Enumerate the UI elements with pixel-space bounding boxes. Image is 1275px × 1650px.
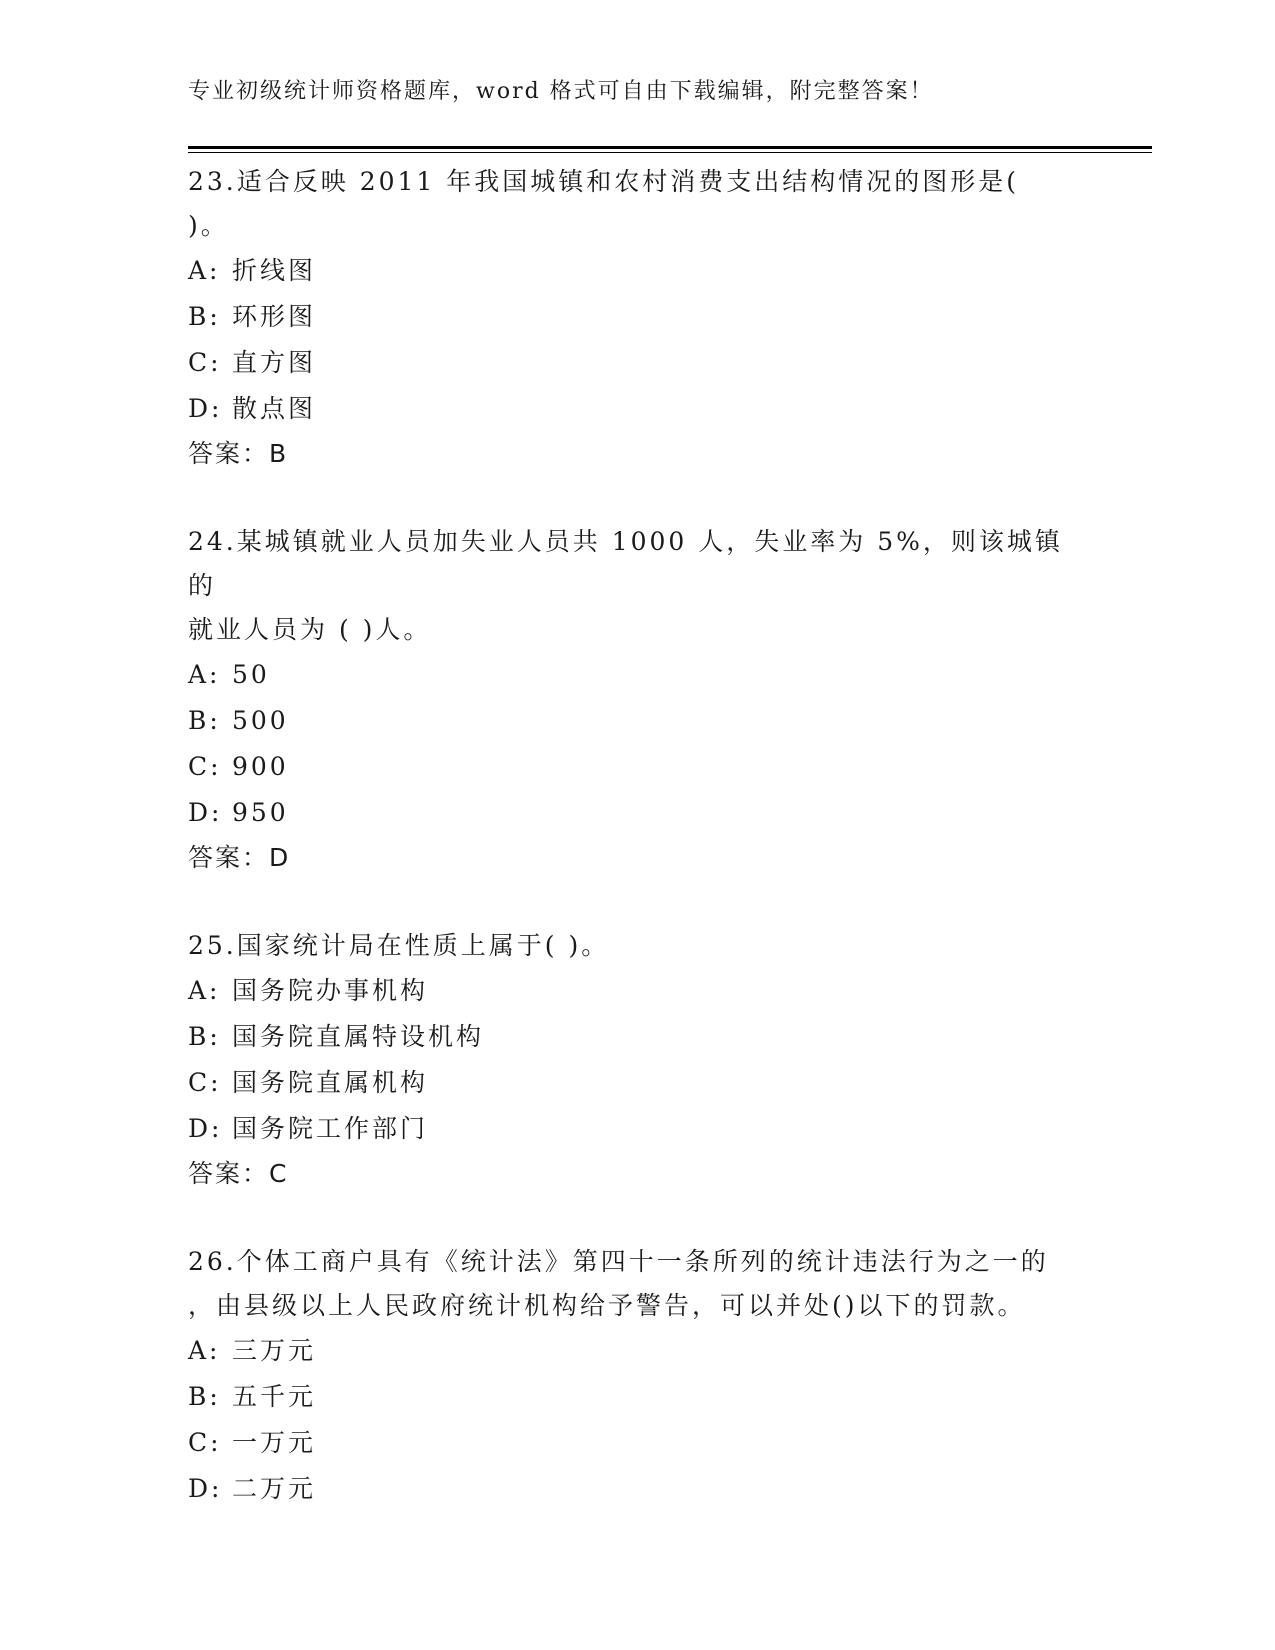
answer-line: 答案：D	[188, 843, 291, 872]
option-text: 500	[232, 706, 289, 735]
header-rule-thin	[188, 152, 1152, 153]
question-stem-line: )。	[188, 211, 229, 240]
question-block	[188, 160, 1088, 476]
question-list	[188, 160, 1088, 1556]
answer-line: 答案：C	[188, 1159, 289, 1188]
answer-option	[188, 968, 1088, 1014]
option-key: A:	[188, 1336, 221, 1365]
option-text: 三万元	[232, 1336, 317, 1365]
option-key: C:	[188, 752, 222, 781]
option-key: C:	[188, 1428, 222, 1457]
option-key: B:	[188, 1022, 221, 1051]
answer-line: 答案：B	[188, 439, 289, 468]
answer-option	[188, 1466, 1088, 1512]
option-text: 直方图	[232, 348, 317, 377]
option-text: 二万元	[232, 1474, 317, 1503]
option-key: C:	[188, 1068, 222, 1097]
answer-option	[188, 744, 1088, 790]
header-rule-thick	[188, 146, 1152, 149]
answer-option	[188, 294, 1088, 340]
answer-option	[188, 1374, 1088, 1420]
page-header: 专业初级统计师资格题库，word 格式可自由下载编辑，附完整答案！	[188, 79, 934, 104]
question-stem-line: 就业人员为 ( )人。	[188, 615, 432, 644]
option-text: 950	[232, 798, 289, 827]
answer-option	[188, 1328, 1088, 1374]
option-text: 国务院直属机构	[232, 1068, 429, 1097]
question-block	[188, 520, 1088, 880]
question-stem-line: 24.某城镇就业人员加失业人员共 1000 人，失业率为 5%，则该城镇的	[188, 527, 1063, 600]
option-text: 环形图	[232, 302, 317, 331]
option-text: 散点图	[232, 394, 317, 423]
option-key: A:	[188, 976, 221, 1005]
option-text: 一万元	[232, 1428, 317, 1457]
option-text: 50	[232, 660, 270, 689]
option-text: 折线图	[232, 256, 317, 285]
answer-option	[188, 248, 1088, 294]
question-block	[188, 1240, 1088, 1512]
option-text: 五千元	[232, 1382, 317, 1411]
question-stem-line: 23.适合反映 2011 年我国城镇和农村消费支出结构情况的图形是(	[188, 167, 1020, 196]
question-stem-line: 26.个体工商户具有《统计法》第四十一条所列的统计违法行为之一的	[188, 1247, 1049, 1276]
option-key: B:	[188, 302, 221, 331]
option-key: B:	[188, 1382, 221, 1411]
answer-option	[188, 698, 1088, 744]
question-stem-line: 25.国家统计局在性质上属于( )。	[188, 931, 610, 960]
option-key: D:	[188, 1474, 223, 1503]
question-block	[188, 924, 1088, 1196]
option-key: D:	[188, 798, 223, 827]
answer-option	[188, 386, 1088, 432]
answer-option	[188, 790, 1088, 836]
option-key: A:	[188, 256, 221, 285]
option-key: B:	[188, 706, 221, 735]
option-text: 900	[232, 752, 289, 781]
question-stem-line: ，由县级以上人民政府统计机构给予警告，可以并处()以下的罚款。	[188, 1291, 1026, 1320]
answer-option	[188, 1060, 1088, 1106]
option-text: 国务院办事机构	[232, 976, 429, 1005]
answer-option	[188, 340, 1088, 386]
answer-option	[188, 1420, 1088, 1466]
option-key: D:	[188, 1114, 223, 1143]
answer-option	[188, 652, 1088, 698]
option-key: C:	[188, 348, 222, 377]
option-text: 国务院直属特设机构	[232, 1022, 485, 1051]
answer-option	[188, 1106, 1088, 1152]
option-key: A:	[188, 660, 221, 689]
answer-option	[188, 1014, 1088, 1060]
option-text: 国务院工作部门	[232, 1114, 429, 1143]
option-key: D:	[188, 394, 223, 423]
